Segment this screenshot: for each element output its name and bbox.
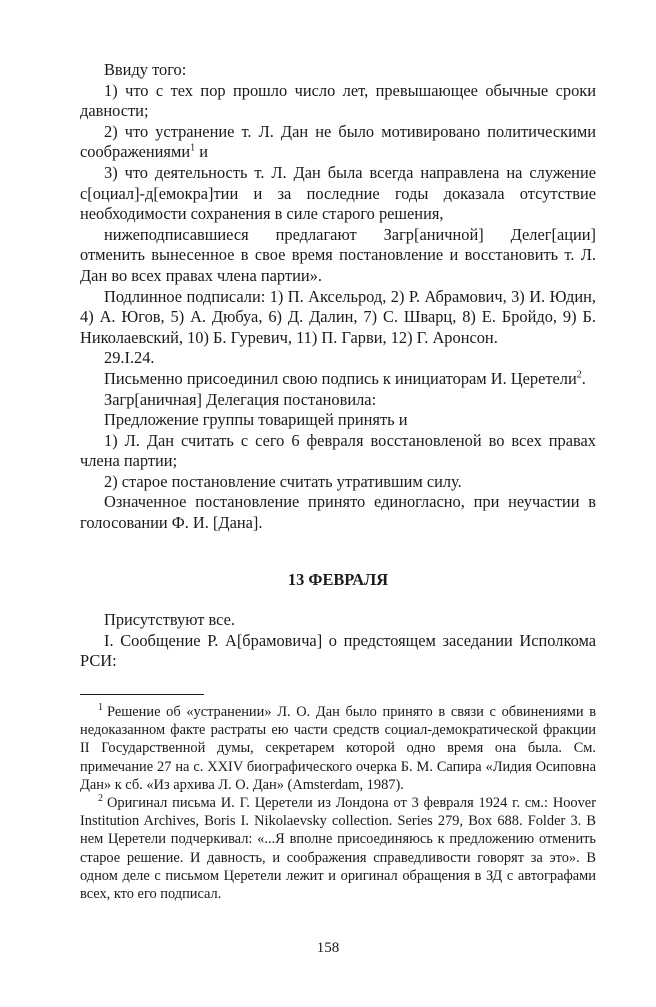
- paragraph: [80, 369, 596, 390]
- paragraph-text: Письменно присоединил свою подпись к инициаторам И. Церетели: [104, 368, 577, 388]
- footnote: [80, 794, 596, 903]
- footnote-divider: [80, 694, 204, 695]
- paragraph: Подлинное подписали: 1) П. Аксельрод, 2) Р. Абрамович, 3) И. Юдин, 4) А. Югов, 5) А. Дюбуа, 6) Д. Далин, 7) С. Шварц, 8) Е. Бройдо, 9) Б. Николаевский, 10) Б. Гуревич, 11) П. Гарви, 12) Г. Аронсон.: [80, 286, 596, 347]
- footnotes: [80, 703, 596, 903]
- paragraph-text: 2) что устранение т. Л. Дан не было мотивировано политическими соображениями: [80, 121, 596, 162]
- paragraph: 29.I.24.: [104, 348, 155, 368]
- paragraph: 3) что деятельность т. Л. Дан была всегда направлена на служение с[оциал]-д[емокра]тии и за последние годы доказала отсутствие необходимости сохранения в силе старого решения,: [80, 162, 596, 224]
- paragraph: Присутствуют все.: [104, 610, 236, 630]
- paragraph: 1) Л. Дан считать с сего 6 февраля восстановленой во всех правах члена партии;: [80, 430, 596, 471]
- paragraph: 2) старое постановление считать утратившим силу.: [104, 471, 462, 491]
- paragraph: нижеподписавшиеся предлагают Загр[аничной] Делег[ации] отменить вынесенное в свое время постановление и восстановить т. Л. Дан во всех правах члена партии».: [80, 224, 596, 285]
- paragraph: Предложение группы товарищей принять и: [104, 410, 408, 430]
- footnote-ref[interactable]: 1: [190, 142, 196, 154]
- page-number: 158: [316, 940, 340, 956]
- footnote-text: Решение об «устранении» Л. О. Дан было принято в связи с обвинениями в недоказанном факте растраты ею части средств социал-демократической фракции II Государственной думы, секретарем которой одно время она была. См. примечание 27 на с. XXIV биографического очерка Б. М. Сапира «Лидия Осиповна Дан» к сб. «Из архива Л. О. Дан» (Amsterdam, 1987).: [80, 704, 596, 793]
- footnote: [80, 703, 596, 794]
- paragraph: I. Сообщение Р. А[брамовича] о предстоящем заседании Исполкома РСИ:: [80, 630, 596, 671]
- paragraph: 1) что с тех пор прошло число лет, превышающее обычные сроки давности;: [80, 80, 596, 121]
- footnote-ref[interactable]: 2: [576, 369, 582, 381]
- paragraph-tail: .: [581, 368, 586, 388]
- paragraph: [80, 122, 596, 163]
- paragraph: Ввиду того:: [104, 60, 187, 79]
- paragraph-tail: и: [195, 142, 208, 162]
- page-content: [80, 60, 596, 903]
- footnote-mark: 1: [98, 702, 103, 714]
- footnote-mark: 2: [98, 793, 103, 805]
- section-heading: 13 ФЕВРАЛЯ: [287, 569, 389, 589]
- main-text: [80, 60, 596, 672]
- paragraph: Загр[аничная] Делегация постановила:: [104, 389, 377, 409]
- paragraph: Означенное постановление принято единогласно, при неучастии в голосовании Ф. И. [Дана].: [80, 492, 596, 533]
- footnote-text: Оригинал письма И. Г. Церетели из Лондона от 3 февраля 1924 г. см.: Hoover Institution Archives, Boris I. Nikolaevsky collection. Series 279, Box 688. Folder 3. В нем Церетели подчеркивал: «...Я вполне присоединяюсь к предложению отменить старое решение. И давность, и соображения справедливости говорят за это». В одном деле с письмом Церетели лежит и оригинал обращения в ЗД с автографами всех, кто его подписал.: [80, 795, 596, 903]
